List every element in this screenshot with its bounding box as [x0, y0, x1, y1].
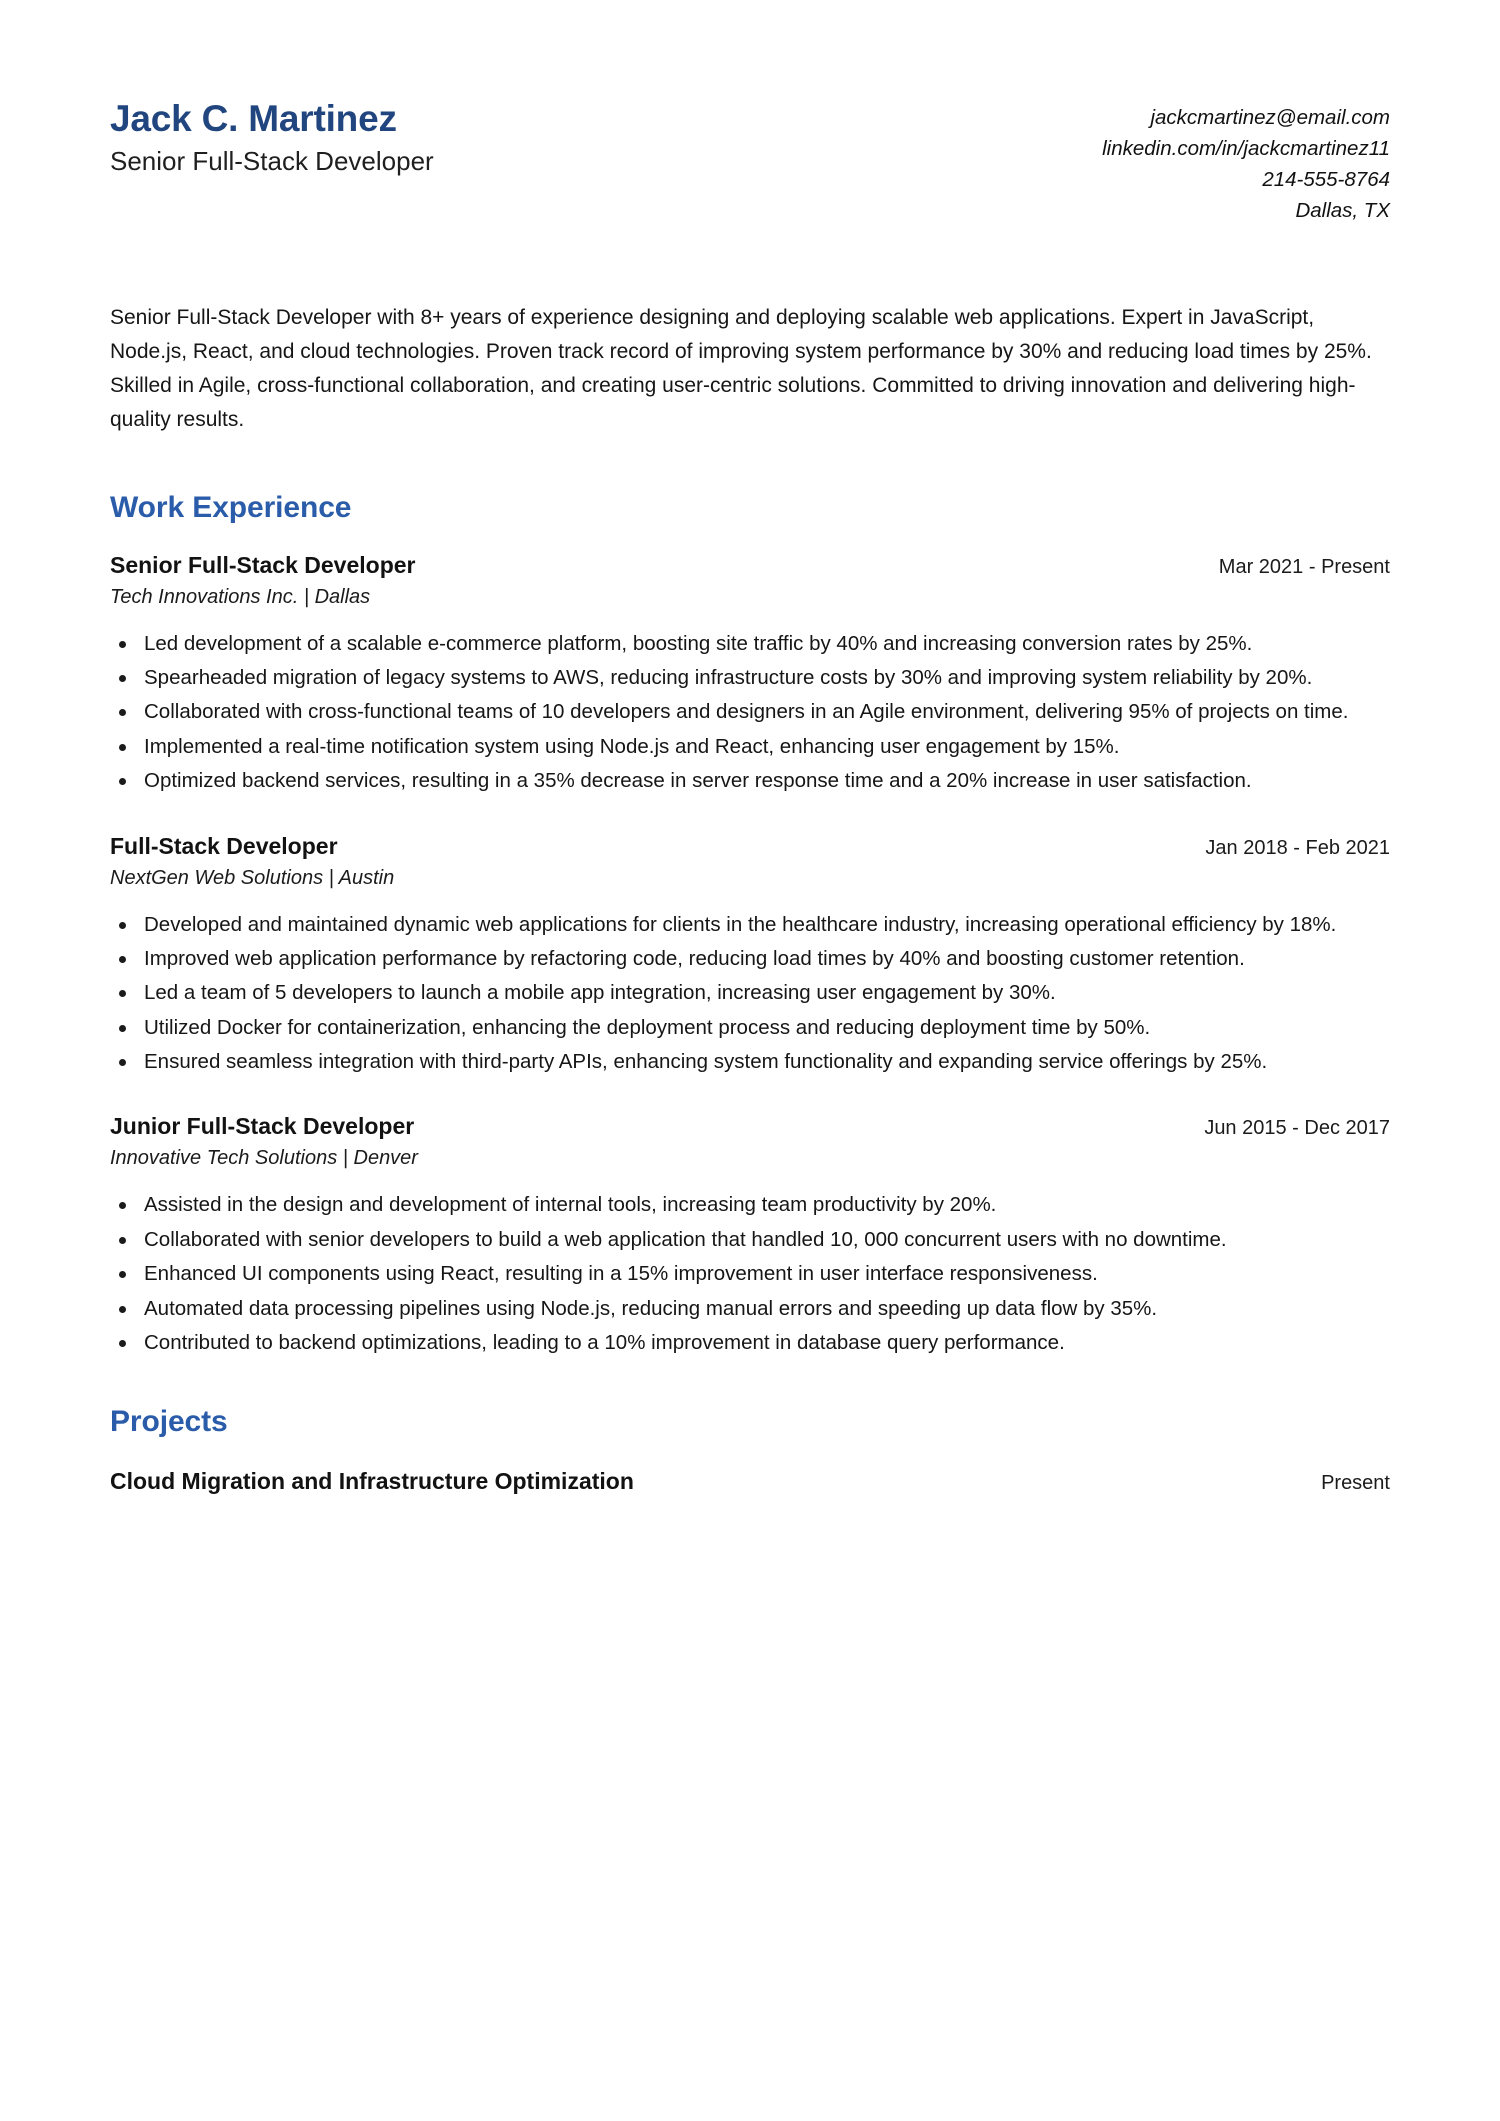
- bullet-item: Automated data processing pipelines using Node.js, reducing manual errors and speeding up data flow by 35%.: [110, 1293, 1389, 1325]
- bullet-item: Led a team of 5 developers to launch a mobile app integration, increasing user engagement by 30%.: [110, 977, 1389, 1009]
- entry-header: [110, 551, 1390, 580]
- entry-date: Present: [1321, 1472, 1390, 1495]
- bullet-item: Optimized backend services, resulting in a 35% decrease in server response time and a 20% increase in user satisfaction.: [110, 765, 1389, 797]
- experience-entry: [110, 551, 1390, 798]
- identity-block: [110, 96, 434, 177]
- bullet-item: Spearheaded migration of legacy systems to AWS, reducing infrastructure costs by 30% and improving system reliability by 20%.: [110, 662, 1389, 694]
- entry-date: Mar 2021 - Present: [1218, 555, 1390, 578]
- bullet-item: Utilized Docker for containerization, enhancing the deployment process and reducing deployment time by 50%.: [110, 1012, 1389, 1044]
- contact-phone[interactable]: 214-555-8764: [1262, 168, 1390, 192]
- section-projects: [110, 1405, 1390, 1496]
- entry-organization: Tech Innovations Inc. | Dallas: [110, 585, 371, 608]
- contact-email[interactable]: jackcmartinez@email.com: [1150, 106, 1390, 129]
- section-title-work-experience: Work Experience: [110, 490, 352, 524]
- experience-entry: [110, 1467, 1390, 1496]
- entry-header: [110, 1112, 1390, 1141]
- entry-bullet-list: [110, 1189, 1390, 1359]
- bullet-item: Implemented a real-time notification system using Node.js and React, enhancing user engagement by 15%.: [110, 731, 1389, 763]
- candidate-name: Jack C. Martinez: [110, 98, 397, 139]
- entry-organization: Innovative Tech Solutions | Denver: [110, 1147, 418, 1170]
- projects-entries: [110, 1467, 1390, 1496]
- contact-linkedin[interactable]: linkedin.com/in/jackcmartinez11: [1102, 137, 1390, 161]
- entry-role: Senior Full-Stack Developer: [110, 551, 416, 578]
- work-experience-entries: [110, 551, 1390, 1360]
- entry-header: [110, 832, 1390, 861]
- entry-bullet-list: [110, 628, 1390, 798]
- entry-header: [110, 1467, 1390, 1496]
- resume-header: [110, 96, 1390, 227]
- experience-entry: [110, 1112, 1390, 1359]
- entry-role: Cloud Migration and Infrastructure Optimization: [110, 1468, 634, 1495]
- section-title-projects: Projects: [110, 1405, 228, 1439]
- bullet-item: Assisted in the design and development of internal tools, increasing team productivity by 20%.: [110, 1189, 1389, 1221]
- bullet-item: Contributed to backend optimizations, leading to a 10% improvement in database query performance.: [110, 1327, 1389, 1359]
- bullet-item: Enhanced UI components using React, resulting in a 15% improvement in user interface responsiveness.: [110, 1258, 1389, 1290]
- experience-entry: [110, 832, 1390, 1079]
- bullet-item: Collaborated with cross-functional teams of 10 developers and designers in an Agile environment, delivering 95% of projects on time.: [110, 696, 1389, 728]
- contact-block: [1102, 96, 1390, 227]
- bullet-item: Developed and maintained dynamic web applications for clients in the healthcare industry, increasing operational efficiency by 18%.: [110, 909, 1389, 941]
- candidate-title: Senior Full-Stack Developer: [110, 146, 434, 177]
- bullet-item: Led development of a scalable e-commerce platform, boosting site traffic by 40% and increasing conversion rates by 25%.: [110, 628, 1389, 660]
- entry-role: Full-Stack Developer: [110, 832, 338, 859]
- entry-bullet-list: [110, 909, 1390, 1079]
- entry-role: Junior Full-Stack Developer: [110, 1113, 415, 1140]
- bullet-item: Collaborated with senior developers to build a web application that handled 10, 000 concurrent users with no downtime.: [110, 1224, 1389, 1256]
- entry-organization: NextGen Web Solutions | Austin: [110, 866, 395, 889]
- contact-location: Dallas, TX: [1295, 199, 1390, 223]
- professional-summary: Senior Full-Stack Developer with 8+ years of experience designing and deploying scalable web applications. Expert in JavaScript, Node.js, React, and cloud technologies. Proven track record of improving system performance by 30% and reducing load times by 25%. Skilled in Agile, cross-functional collaboration, and creating user-centric solutions. Committed to driving innovation and delivering high-quality results.: [110, 305, 1372, 431]
- bullet-item: Improved web application performance by refactoring code, reducing load times by 40% and boosting customer retention.: [110, 943, 1389, 975]
- entry-date: Jun 2015 - Dec 2017: [1204, 1117, 1390, 1140]
- entry-date: Jan 2018 - Feb 2021: [1205, 836, 1390, 859]
- bullet-item: Ensured seamless integration with third-party APIs, enhancing system functionality and expanding service offerings by 25%.: [110, 1046, 1389, 1078]
- section-work-experience: [110, 491, 1390, 1360]
